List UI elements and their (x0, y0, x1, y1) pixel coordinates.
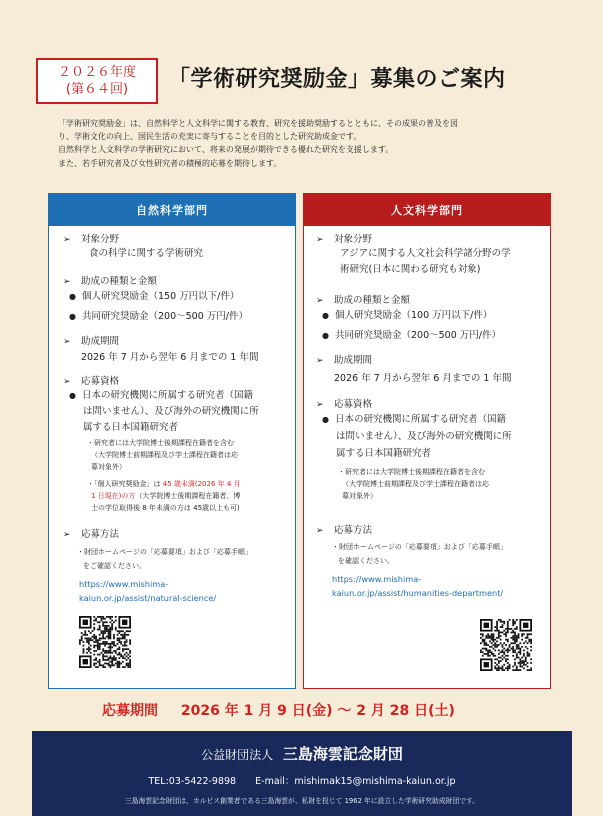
page-title: 「学術研究奨励金」募集のご案内 (168, 67, 506, 92)
method-line: をご確認ください。 (83, 562, 146, 570)
target-value: アジアに関する人文社会科学諸分野の学 (340, 248, 511, 259)
intro-line: り、学術文化の向上、国民生活の充実に寄与することを目的とした研究助成金です。 (58, 132, 362, 142)
grant-individual: ● 個人研究奨励金（100 万円以下/件） (322, 308, 492, 324)
intro-line: また、若手研究者及び女性研究者の積極的応募を期待します。 (58, 158, 282, 168)
eligibility-note: ・研究者には大学院博士後期課程在籍者を含む (338, 468, 485, 476)
arrow-icon: ➢ (316, 235, 324, 245)
grant-label: 助成の種類と金額 (334, 295, 411, 306)
method-line: ・財団ホームページの「応募要項」および「応募手順」 (332, 543, 507, 551)
age-note-line2 (91, 491, 240, 503)
age-note-rest: （大学院博士後期課程在籍者、博 (135, 492, 241, 500)
arrow-icon: ➢ (63, 377, 71, 387)
grant-joint: ● 共同研究奨励金（200～500 万円/件） (69, 309, 248, 325)
age-note-highlight: 1 日現在)の方 (91, 492, 136, 500)
arrow-icon: ➢ (316, 400, 324, 410)
eligibility-note: ・研究者には大学院博士後期課程在籍者を含む (87, 439, 234, 447)
age-note-prefix: ・「個人研究奨励金」は (87, 480, 161, 488)
intro-text (58, 117, 570, 170)
target-label: 対象分野 (334, 234, 373, 245)
eligibility-line: 属する日本国籍研究者 (336, 448, 432, 459)
method-line: を確認ください。 (338, 557, 394, 565)
eligibility-label: 応募資格 (81, 376, 120, 387)
phone-number: TEL:03-5422-9898 (148, 776, 237, 787)
target-label: 対象分野 (81, 234, 120, 245)
arrow-icon: ➢ (316, 356, 324, 366)
method-label: 応募方法 (81, 529, 120, 540)
natural-science-panel-title: 自然科学部門 (49, 194, 295, 226)
foundation-note: 三島海雲記念財団は、カルピス創業者である三島海雲が、私財を投じて 1962 年に設立した学術研究助成財団です。 (124, 797, 480, 805)
target-value: 食の科学に関する学術研究 (89, 248, 204, 259)
target-section-label (63, 231, 119, 245)
duration-value: 2026 年 7 月から翌年 6 月までの 1 年間 (334, 373, 512, 384)
url-line: https://www.mishima- (332, 574, 422, 584)
url-line: https://www.mishima- (79, 579, 169, 589)
period-label: 応募期間 (102, 703, 158, 719)
eligibility-label: 応募資格 (334, 399, 373, 410)
year-badge (36, 58, 158, 104)
arrow-icon: ➢ (63, 235, 71, 245)
arrow-icon: ➢ (316, 296, 324, 306)
foundation-title: 三島海雲記念財団 (282, 745, 403, 763)
eligibility-section-label (63, 373, 119, 387)
eligibility-line: 属する日本国籍研究者 (83, 422, 179, 433)
humanities-url-link[interactable] (332, 587, 503, 600)
email-address[interactable]: E-mail：mishimak15@mishima-kaiun.or.jp (255, 776, 456, 787)
foundation-prefix: 公益財団法人 (201, 748, 274, 762)
duration-value: 2026 年 7 月から翌年 6 月までの 1 年間 (81, 352, 259, 363)
target-value: 術研究(日本に関わる研究も対象) (340, 264, 481, 275)
eligibility-line: は問いません）、及び海外の研究機関に所 (83, 406, 259, 417)
period-value: 2026 年 1 月 9 日(金) ～ 2 月 28 日(土) (180, 703, 455, 719)
duration-label: 助成期間 (81, 336, 120, 347)
year-badge-year: ２０２６年度 (57, 65, 136, 80)
eligibility-section-label (316, 396, 372, 410)
url-line: kaiun.or.jp/assist/natural-science/ (79, 593, 217, 603)
grant-label: 助成の種類と金額 (81, 276, 158, 287)
eligibility-note: （大学院博士前期課程及び学士課程在籍者は応 (342, 480, 489, 488)
arrow-icon: ➢ (63, 337, 71, 347)
age-note-highlight: 45 歳未満(2026 年 4 月 (162, 480, 241, 488)
foundation-name (32, 743, 572, 764)
qr-code-icon[interactable] (79, 616, 131, 668)
eligibility-line: は問いません）、及び海外の研究機関に所 (336, 431, 512, 442)
method-line: ・財団ホームページの「応募要項」および「応募手順」 (77, 548, 252, 556)
humanities-url-link[interactable] (332, 573, 421, 586)
eligibility-line: ● 日本の研究機関に所属する研究者（国籍 (69, 388, 253, 404)
grant-section-label (63, 273, 157, 287)
eligibility-note: （大学院博士前期課程及び学士課程在籍者は応 (91, 451, 238, 459)
contact-info (32, 773, 572, 787)
intro-line: 自然科学と人文科学の学術研究において、将来の発展が期待できる優れた研究を支援します。 (58, 145, 394, 155)
url-line: kaiun.or.jp/assist/humanities-department/ (332, 588, 504, 598)
eligibility-note: 募対象外） (91, 463, 126, 471)
method-label: 応募方法 (334, 525, 373, 536)
natural-science-panel (48, 193, 296, 689)
grant-joint: ● 共同研究奨励金（200～500 万円/件） (322, 328, 501, 344)
footer (32, 731, 572, 816)
eligibility-note: 募対象外） (342, 492, 377, 500)
intro-line: 「学術研究奨励金」は、自然科学と人文科学に関する教育、研究を援助奨励するとともに、その成果の普及を図 (58, 119, 458, 128)
qr-code-icon[interactable] (480, 619, 532, 671)
arrow-icon: ➢ (63, 530, 71, 540)
year-badge-round: (第６４回) (65, 82, 129, 97)
arrow-icon: ➢ (63, 277, 71, 287)
target-section-label (316, 231, 372, 245)
grant-individual: ● 個人研究奨励金（150 万円以下/件） (69, 289, 239, 305)
science-url-link[interactable] (79, 578, 168, 591)
science-url-link[interactable] (79, 592, 216, 605)
age-note-line1 (87, 479, 241, 491)
duration-section-label (63, 333, 119, 347)
duration-label: 助成期間 (334, 355, 373, 366)
humanities-panel (303, 193, 551, 689)
grant-section-label (316, 292, 410, 306)
eligibility-line: ● 日本の研究機関に所属する研究者（国籍 (322, 412, 506, 428)
duration-section-label (316, 352, 372, 366)
humanities-panel-title: 人文科学部門 (304, 194, 550, 226)
age-note-line3: 士の学位取得後 8 年未満の方は 45歳以上も可) (91, 504, 240, 512)
application-period (102, 700, 455, 720)
arrow-icon: ➢ (316, 526, 324, 536)
method-section-label (316, 522, 372, 536)
method-section-label (63, 526, 119, 540)
